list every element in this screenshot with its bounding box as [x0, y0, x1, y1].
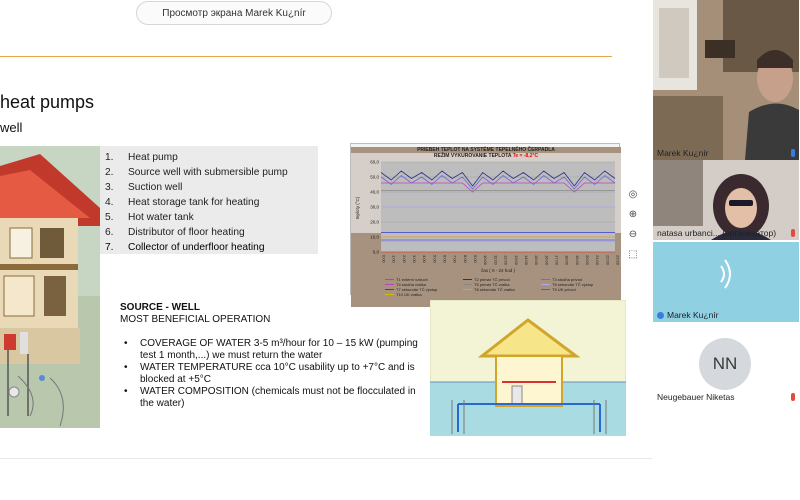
- legend-swatch: [463, 289, 472, 290]
- x-tick-label: 2:00: [401, 255, 407, 263]
- legend-entry: [541, 287, 576, 292]
- x-tick-label: 22:00: [605, 255, 611, 266]
- x-axis-label: čas ( 0 - 24 hod ): [480, 268, 516, 273]
- x-tick-label: 5:00: [432, 255, 438, 263]
- legend-swatch: [541, 284, 550, 285]
- avatar: NN: [699, 338, 751, 390]
- legend-swatch: [385, 279, 394, 280]
- legend-swatch: [463, 284, 472, 285]
- x-tick-label: 4:00: [422, 255, 428, 263]
- chart-title: PRIEBEH TEPLOT NA SYSTÉME TEPELNÉHO ČERPADLA: [351, 147, 621, 307]
- x-tick-label: 11:00: [493, 255, 499, 265]
- x-tick-label: 0:00: [381, 255, 387, 263]
- x-tick-label: 9:00: [473, 255, 479, 263]
- legend-entry: [385, 292, 422, 297]
- slide-title: heat pumps: [0, 92, 95, 112]
- mic-icon: [791, 149, 795, 157]
- legend-swatch: [463, 279, 472, 280]
- temperature-chart: [350, 143, 620, 295]
- x-tick-label: 7:00: [452, 255, 458, 263]
- participant-name: natasa urbanci... (организатор): [657, 228, 777, 238]
- slide-header-rule: [0, 56, 612, 57]
- camera-feed: [653, 0, 799, 160]
- legend-swatch: [385, 284, 394, 285]
- bullet-item: • WATER TEMPERATURE cca 10°C usability up to +7°C and is blocked at +5°C: [118, 362, 418, 386]
- x-tick-label: 18:00: [564, 255, 570, 266]
- list-item: 1. Heat pump: [105, 152, 178, 163]
- slide-subtitle: well: [0, 120, 23, 135]
- x-tick-label: 17:00: [554, 255, 560, 266]
- x-tick-label: 13:00: [513, 255, 519, 266]
- x-tick-label: 14:00: [523, 255, 529, 266]
- legend-swatch: [541, 289, 550, 290]
- list-item: 5. Hot water tank: [105, 212, 194, 223]
- legend-entry: [463, 287, 515, 292]
- participant-tile[interactable]: [653, 324, 799, 404]
- x-tick-label: 3:00: [412, 255, 418, 263]
- x-tick-label: 10:00: [483, 255, 489, 266]
- zoom-controls: [626, 186, 640, 266]
- chart-plot: [351, 144, 621, 296]
- x-tick-label: 23:00: [615, 255, 621, 266]
- list-item: 3. Suction well: [105, 182, 183, 193]
- y-tick-label: 60,0: [370, 159, 379, 165]
- source-subheading: MOST BENEFICIAL OPERATION: [120, 314, 271, 325]
- legend-swatch: [541, 279, 550, 280]
- chart-subtitle: REŽIM VYKUROVANIE TEPLOTA Te = -8,2°C: [351, 153, 621, 233]
- legend-label: T4 studňa vratka: [396, 282, 426, 287]
- y-tick-label: 0,0: [372, 249, 379, 255]
- source-heading: SOURCE - WELL: [120, 302, 200, 313]
- zoom-out-icon[interactable]: ⊖: [628, 228, 638, 240]
- legend-label: T5 primár TČ vratka: [474, 282, 510, 287]
- legend-label: T10 ÚK vratka: [396, 292, 422, 297]
- legend-label: T9 ÚK prívod: [552, 287, 576, 292]
- fit-icon[interactable]: ⬚: [628, 248, 638, 260]
- mic-muted-icon: [791, 229, 795, 237]
- screen-bottom-rule: [0, 458, 652, 459]
- x-tick-label: 21:00: [595, 255, 601, 266]
- list-item: 2. Source well with submersible pump: [105, 167, 288, 178]
- participant-name: Neugebauer Niketas: [657, 392, 735, 402]
- well-system-diagram: [430, 300, 626, 436]
- x-tick-label: 6:00: [442, 255, 448, 263]
- legend-label: T8 sekundár TČ vratka: [474, 287, 515, 292]
- y-axis-label: teploty (°C): [355, 196, 360, 220]
- list-item: 6. Distributor of floor heating: [105, 227, 245, 238]
- house-cutaway-illustration: [0, 146, 100, 428]
- legend-label: T6 sekundár TČ výstup: [552, 282, 594, 287]
- y-tick-label: 50,0: [370, 174, 379, 180]
- x-tick-label: 8:00: [462, 255, 468, 263]
- list-item: 7. Collector of underfloor heating: [105, 242, 265, 253]
- bullet-item: • WATER COMPOSITION (chemicals must not be flocculated in the water): [118, 386, 418, 410]
- x-tick-label: 1:00: [391, 255, 397, 263]
- screen-share-banner[interactable]: Просмотр экрана Marek Ku¿nír: [136, 1, 332, 25]
- legend-label: T1 externí vzduch: [396, 277, 428, 282]
- components-list: [100, 146, 318, 254]
- source-bullets: [118, 338, 418, 410]
- y-tick-label: 30,0: [370, 204, 379, 210]
- mic-muted-icon: [791, 393, 795, 401]
- participant-name: Marek Ku¿nír: [657, 310, 719, 320]
- speaking-indicator-icon: [657, 312, 664, 319]
- y-tick-label: 40,0: [370, 189, 379, 195]
- legend-label: T2 primár TČ prívod: [474, 277, 510, 282]
- legend-swatch: [385, 294, 394, 295]
- globe-icon[interactable]: ◎: [628, 188, 638, 200]
- x-tick-label: 20:00: [584, 255, 590, 266]
- x-tick-label: 15:00: [534, 255, 540, 266]
- legend-swatch: [385, 289, 394, 290]
- participant-tile-speaking[interactable]: [653, 242, 799, 322]
- y-tick-label: 10,0: [370, 234, 379, 240]
- x-tick-label: 12:00: [503, 255, 509, 266]
- list-item: 4. Heat storage tank for heating: [105, 197, 260, 208]
- legend-label: T3 studňa prívod: [552, 277, 583, 282]
- participant-tile[interactable]: [653, 0, 799, 160]
- participant-tile[interactable]: [653, 160, 799, 240]
- legend-label: T7 sekundár TČ výstup: [396, 287, 438, 292]
- zoom-in-icon[interactable]: ⊕: [628, 208, 638, 220]
- y-tick-label: 20,0: [370, 219, 379, 225]
- participant-name: Marek Ku¿nír: [657, 148, 709, 158]
- x-tick-label: 19:00: [574, 255, 580, 266]
- bullet-item: • COVERAGE OF WATER 3-5 m³/hour for 10 – 15 kW (pumping test 1 month,...) we must return the water: [118, 338, 418, 362]
- x-tick-label: 16:00: [544, 255, 550, 266]
